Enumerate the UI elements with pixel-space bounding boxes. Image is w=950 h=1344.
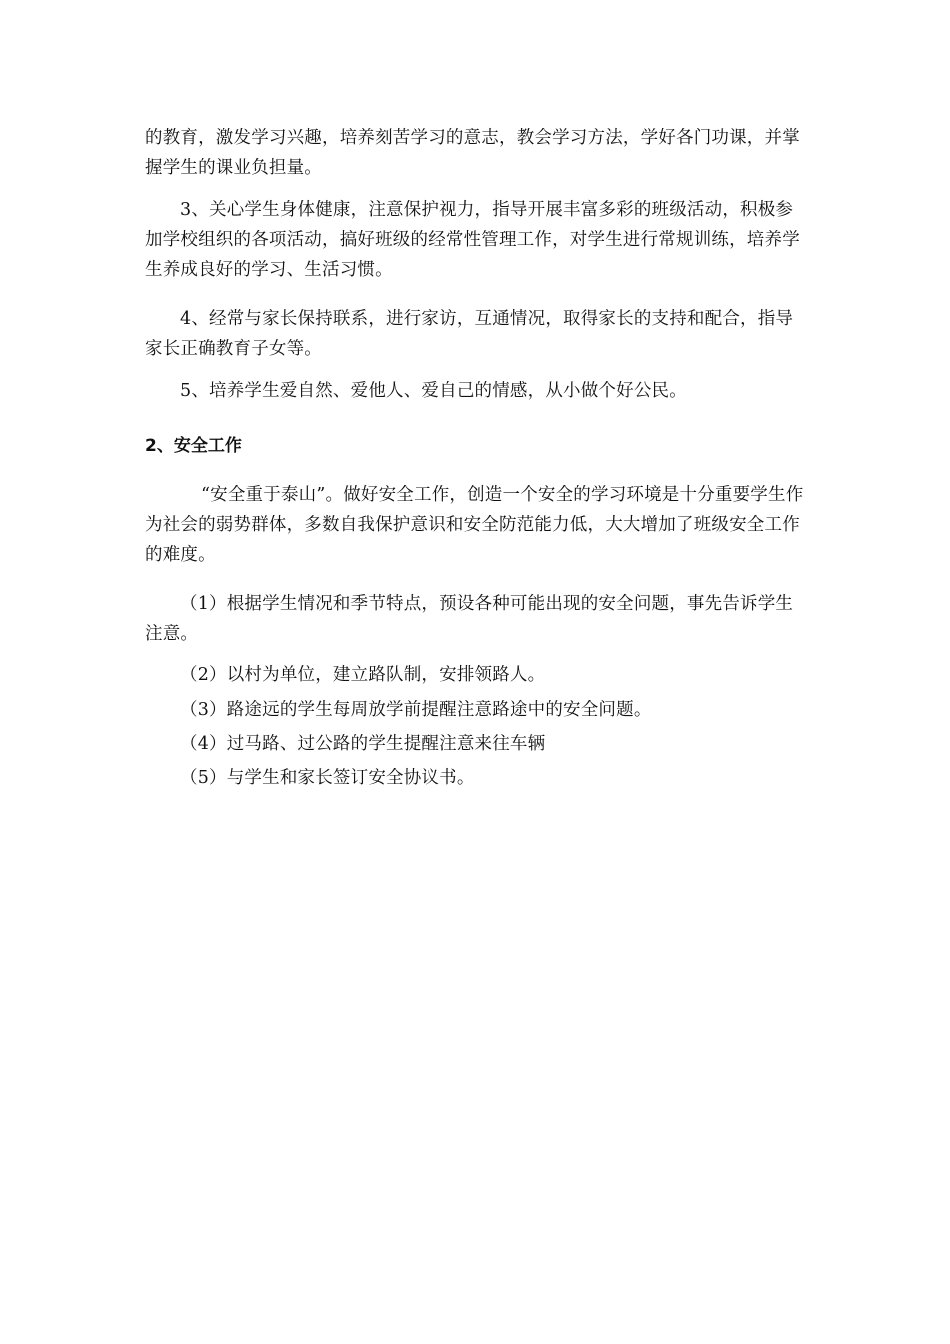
safety-item-2: （2）以村为单位，建立路队制，安排领路人。 xyxy=(180,665,546,685)
paragraph-continuation: 的教育，激发学习兴趣，培养刻苦学习的意志，教会学习方法，学好各门功课，并掌握学生的课业负担量。 xyxy=(145,128,800,178)
safety-item-4: （4）过马路、过公路的学生提醒注意来往车辆 xyxy=(180,734,546,754)
safety-item-1: （1）根据学生情况和季节特点，预设各种可能出现的安全问题，事先告诉学生注意。 xyxy=(145,594,794,644)
paragraph-item-5: 5、培养学生爱自然、爱他人、爱自己的情感，从小做个好公民。 xyxy=(180,381,687,401)
paragraph-intro: “安全重于泰山”。做好安全工作，创造一个安全的学习环境是十分重要学生作为社会的弱势群体，多数自我保护意识和安全防范能力低，大大增加了班级安全工作的难度。 xyxy=(145,485,804,565)
paragraph-item-4: 4、经常与家长保持联系，进行家访，互通情况，取得家长的支持和配合，指导家长正确教育子女等。 xyxy=(145,309,794,359)
safety-item-5: （5）与学生和家长签订安全协议书。 xyxy=(180,768,475,788)
paragraph-item-3: 3、关心学生身体健康，注意保护视力，指导开展丰富多彩的班级活动，积极参加学校组织的各项活动，搞好班级的经常性管理工作，对学生进行常规训练，培养学生养成良好的学习、生活习惯。 xyxy=(145,200,800,280)
section-heading: 2、安全工作 xyxy=(145,436,242,456)
safety-item-3: （3）路途远的学生每周放学前提醒注意路途中的安全问题。 xyxy=(180,700,652,720)
